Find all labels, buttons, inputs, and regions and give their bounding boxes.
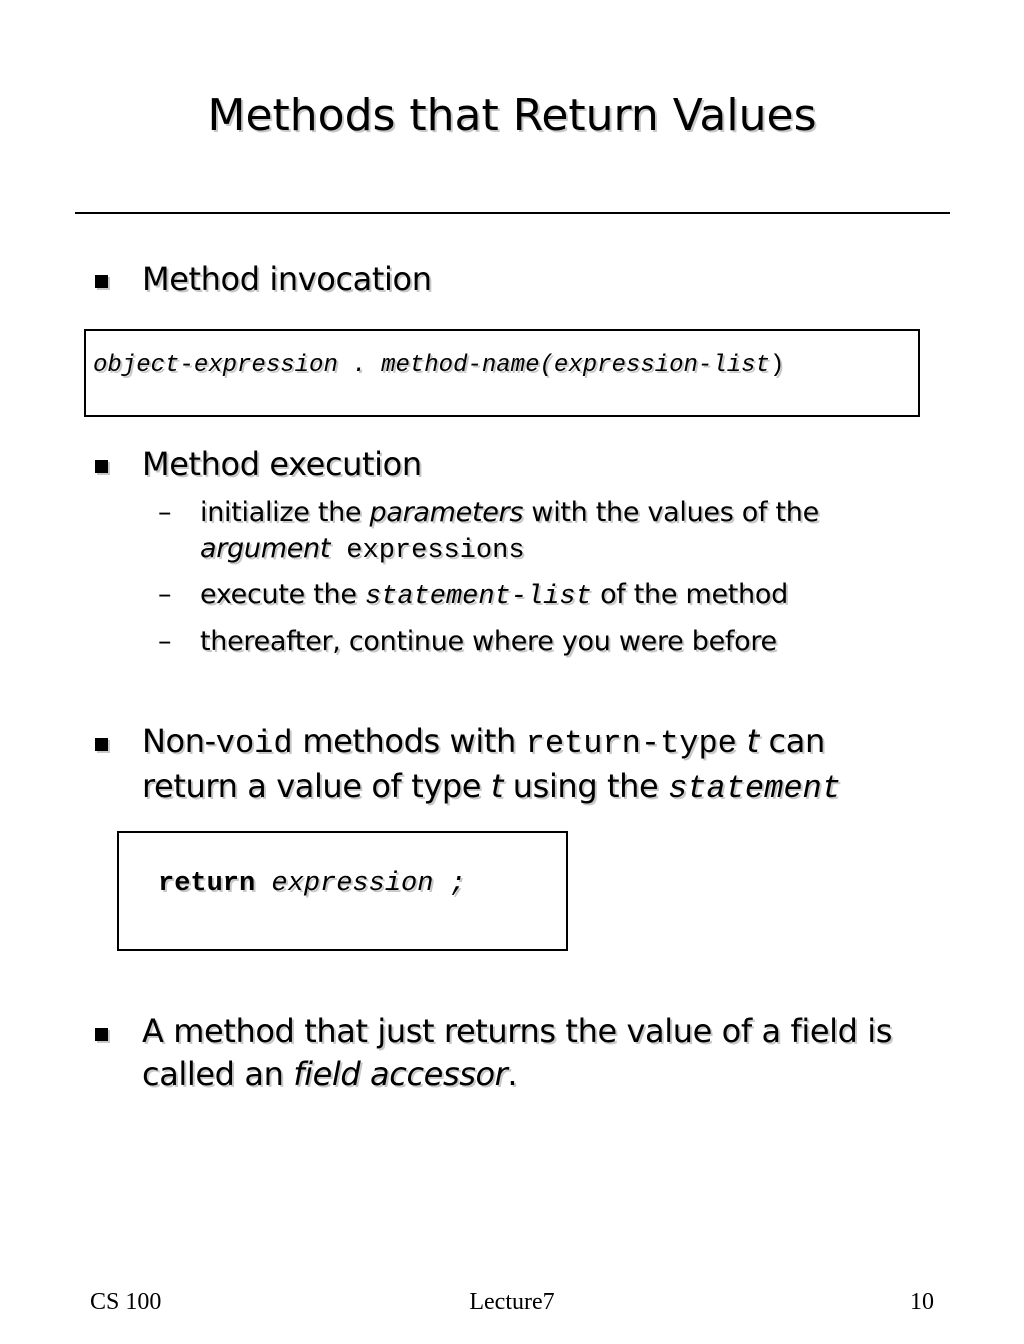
type-t-2: t bbox=[490, 767, 504, 805]
close-paren: ) bbox=[769, 352, 785, 379]
nonvoid-text-d: return a value of type bbox=[142, 767, 491, 805]
return-keyword: return bbox=[158, 869, 256, 899]
bullet-marker-accessor bbox=[95, 1028, 108, 1041]
sub1-text-b: with the values of the bbox=[523, 497, 819, 528]
dash-marker-2: – bbox=[158, 579, 172, 610]
footer-lecture: Lecture7 bbox=[469, 1289, 555, 1315]
title-divider bbox=[75, 212, 950, 214]
return-type-term: return-type bbox=[525, 725, 737, 762]
sub-bullet-execute bbox=[200, 577, 788, 615]
nonvoid-text-e: using the bbox=[503, 767, 669, 805]
field-accessor-term: field accessor bbox=[293, 1055, 508, 1093]
sub2-text-b: of the method bbox=[591, 579, 788, 610]
return-expression: expression ; bbox=[255, 869, 466, 899]
nonvoid-text-a: Non- bbox=[142, 722, 216, 760]
sub-bullet-initialize bbox=[200, 495, 900, 569]
bullet-field-accessor bbox=[142, 1010, 942, 1096]
argument-term: argument bbox=[200, 533, 331, 564]
method-name: method-name bbox=[381, 352, 540, 379]
bullet-method-invocation: Method invocation bbox=[142, 260, 432, 298]
bullet-marker-nonvoid bbox=[95, 738, 108, 751]
parameters-term: parameters bbox=[369, 497, 524, 528]
bullet-marker-execution bbox=[95, 460, 108, 473]
accessor-text-a: A method that just returns the value of a field is bbox=[142, 1012, 893, 1050]
sub1-text-a: initialize the bbox=[200, 497, 370, 528]
bullet-method-execution: Method execution bbox=[142, 445, 422, 483]
dash-marker-3: – bbox=[158, 626, 172, 657]
expressions-term: expressions bbox=[330, 536, 525, 566]
dot-operator: . bbox=[337, 352, 382, 379]
invocation-syntax-box bbox=[84, 329, 920, 417]
return-syntax bbox=[158, 867, 466, 901]
footer-course: CS 100 bbox=[90, 1289, 162, 1315]
object-expression: object-expression bbox=[93, 352, 338, 379]
invocation-syntax bbox=[93, 351, 784, 381]
slide-title: Methods that Return Values bbox=[207, 90, 817, 141]
footer-page-number: 10 bbox=[910, 1289, 934, 1315]
statement-term: statement bbox=[668, 770, 841, 807]
dash-marker-1: – bbox=[158, 497, 172, 528]
type-t-1: t bbox=[736, 722, 759, 760]
expression-list: expression-list bbox=[553, 352, 770, 379]
bullet-marker-invocation bbox=[95, 275, 108, 288]
bullet-nonvoid-methods bbox=[142, 720, 902, 810]
accessor-text-c: . bbox=[507, 1055, 518, 1093]
void-keyword: void bbox=[215, 725, 293, 762]
sub2-text-a: execute the bbox=[200, 579, 365, 610]
nonvoid-text-b: methods with bbox=[292, 722, 526, 760]
accessor-text-b: called an bbox=[142, 1055, 294, 1093]
sub-bullet-thereafter: thereafter, continue where you were before bbox=[200, 626, 777, 657]
nonvoid-text-c: can bbox=[758, 722, 825, 760]
return-syntax-box bbox=[117, 831, 568, 951]
statement-list-term: statement-list bbox=[364, 582, 592, 612]
open-paren: ( bbox=[539, 352, 554, 379]
